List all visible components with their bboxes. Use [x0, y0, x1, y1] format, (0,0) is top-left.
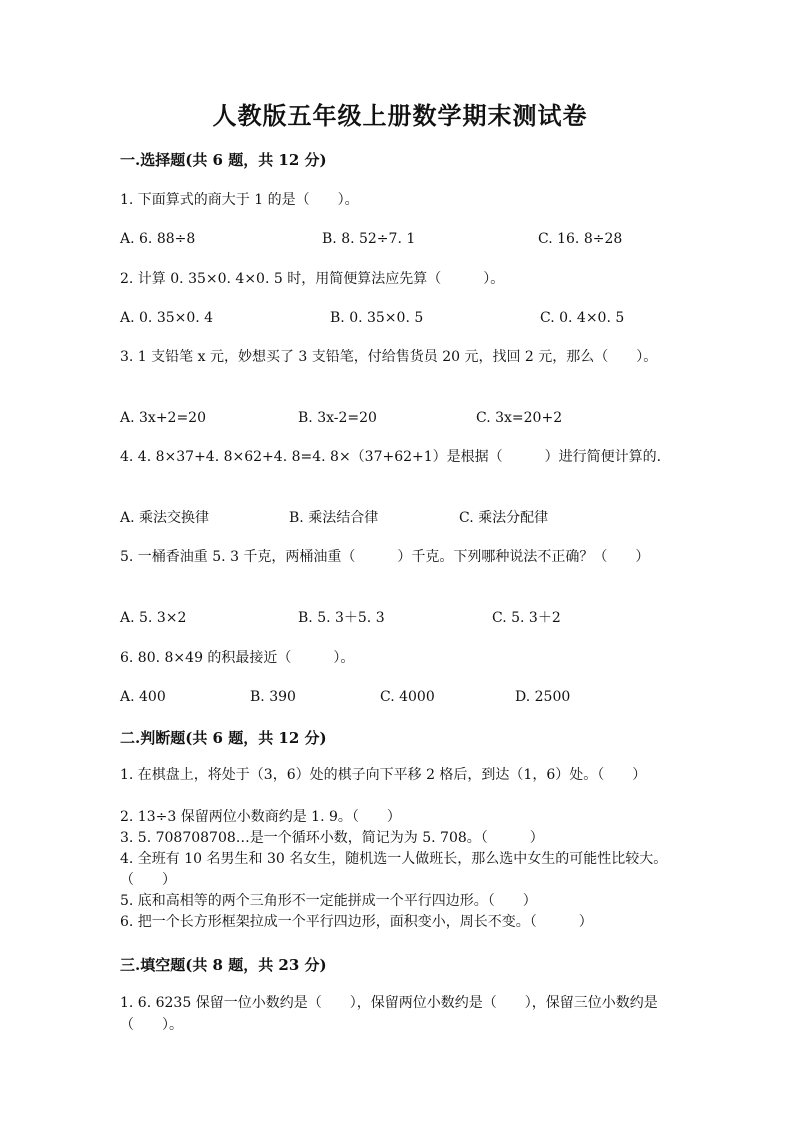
- choice-5-option-a: A. 5. 3×2: [120, 610, 187, 626]
- choice-2-option-a: A. 0. 35×0. 4: [120, 310, 214, 326]
- choice-3-option-a: A. 3x+2=20: [120, 410, 206, 426]
- fill-blank-question-1: 1. 6. 6235 保留一位小数约是（ ），保留两位小数约是（ ），保留三位小数约是（ ）。: [120, 995, 658, 1033]
- choice-1-option-b: B. 8. 52÷7. 1: [322, 231, 416, 247]
- judgement-item-6: 6. 把一个长方形框架拉成一个平行四边形，面积变小，周长不变。（ ）: [120, 914, 593, 930]
- choice-3-option-b: B. 3x-2=20: [298, 410, 377, 426]
- choice-6-option-c: C. 4000: [380, 689, 435, 705]
- choice-question-1: 1. 下面算式的商大于 1 的是（ ）。: [120, 192, 359, 208]
- choice-2-option-c: C. 0. 4×0. 5: [540, 310, 625, 326]
- choice-5-option-c: C. 5. 3＋2: [492, 610, 561, 626]
- choice-question-2: 2. 计算 0. 35×0. 4×0. 5 时，用简便算法应先算（ ）。: [120, 271, 505, 287]
- choice-question-6: 6. 80. 8×49 的积最接近（ ）。: [120, 650, 355, 666]
- judgement-item-4: 4. 全班有 10 名男生和 30 名女生，随机选一人做班长，那么选中女生的可能性比较大。（ ）: [120, 851, 668, 888]
- judgement-item-3: 3. 5. 708708708…是一个循环小数，简记为为 5. 708。（ ）: [120, 830, 544, 846]
- choice-2-option-b: B. 0. 35×0. 5: [330, 310, 424, 326]
- choice-4-option-a: A. 乘法交换律: [120, 510, 210, 526]
- choice-6-option-d: D. 2500: [515, 689, 571, 705]
- section-heading-choice: 一.选择题(共 6 题，共 12 分): [120, 151, 327, 169]
- choice-6-option-a: A. 400: [120, 689, 166, 705]
- choice-3-option-c: C. 3x=20+2: [476, 410, 563, 426]
- section-heading-judgement: 二.判断题(共 6 题，共 12 分): [120, 729, 327, 747]
- choice-1-option-a: A. 6. 88÷8: [120, 231, 196, 247]
- choice-6-option-b: B. 390: [250, 689, 296, 705]
- choice-4-option-b: B. 乘法结合律: [289, 510, 379, 526]
- choice-4-option-c: C. 乘法分配律: [459, 510, 549, 526]
- section-heading-fill-blank: 三.填空题(共 8 题，共 23 分): [120, 956, 327, 974]
- choice-5-option-b: B. 5. 3＋5. 3: [298, 610, 385, 626]
- choice-question-4: 4. 4. 8×37+4. 8×62+4. 8=4. 8×（37+62+1）是根据（ ）进行简便计算的.: [120, 449, 662, 465]
- judgement-item-2: 2. 13÷3 保留两位小数商约是 1. 9。（ ）: [120, 809, 401, 825]
- choice-question-5: 5. 一桶香油重 5. 3 千克，两桶油重（ ）千克。下列哪种说法不正确？（ ）: [120, 549, 650, 565]
- judgement-item-5: 5. 底和高相等的两个三角形不一定能拼成一个平行四边形。（ ）: [120, 893, 537, 909]
- choice-1-option-c: C. 16. 8÷28: [538, 231, 623, 247]
- choice-question-3: 3. 1 支铅笔 x 元，妙想买了 3 支铅笔，付给售货员 20 元，找回 2 元，那么（ ）。: [120, 349, 658, 365]
- page-title: 人教版五年级上册数学期末测试卷: [212, 101, 588, 130]
- judgement-item-1: 1. 在棋盘上，将处于（3，6）处的棋子向下平移 2 格后，到达（1，6）处。（ ）: [120, 767, 647, 783]
